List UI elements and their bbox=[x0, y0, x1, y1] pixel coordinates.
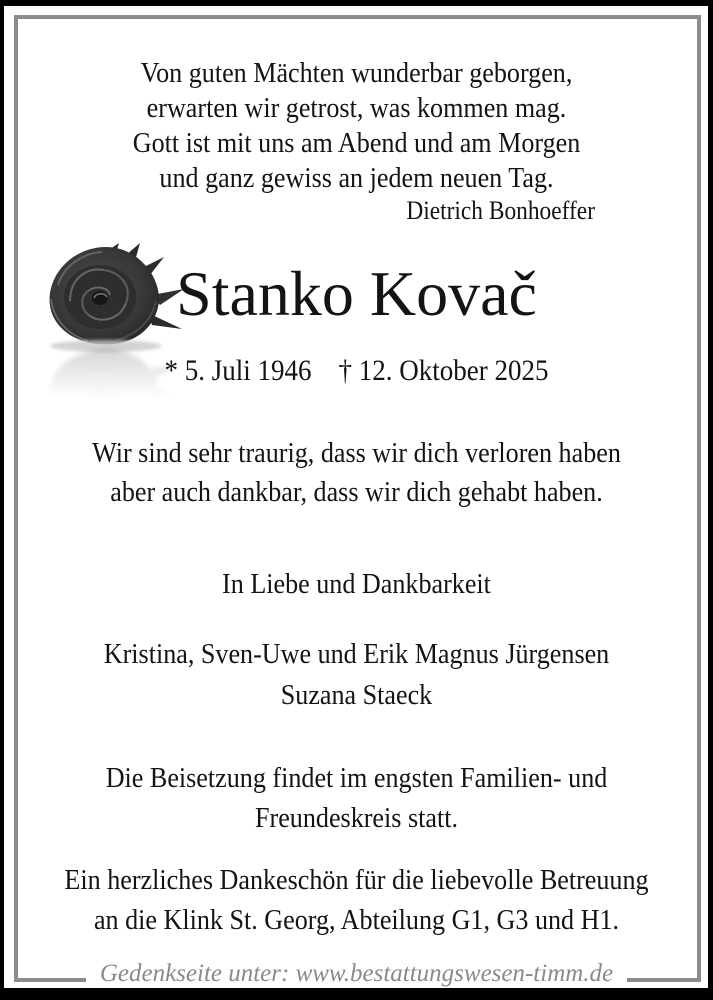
funeral-line: Die Beisetzung findet im engsten Familien- und bbox=[105, 762, 608, 794]
closing-phrase: In Liebe und Dankbarkeit bbox=[222, 568, 491, 600]
memorial-site-note: Gedenkseite unter: www.bestattungswesen-timm.de bbox=[86, 958, 627, 990]
condolence-text bbox=[36, 434, 678, 512]
poem-line: erwarten wir getrost, was kommen mag. bbox=[146, 92, 567, 124]
birth-date: * 5. Juli 1946 bbox=[164, 354, 312, 387]
funeral-line: Freundeskreis statt. bbox=[255, 802, 458, 834]
condolence-line: aber auch dankbar, dass wir dich gehabt haben. bbox=[110, 476, 603, 508]
thanks-line: an die Klink St. Georg, Abteilung G1, G3 und H1. bbox=[93, 904, 620, 936]
poem-line: und ganz gewiss an jedem neuen Tag. bbox=[159, 162, 554, 194]
thanks-line: Ein herzliches Dankeschön für die liebevolle Betreuung bbox=[64, 864, 649, 896]
poem-attribution: Dietrich Bonhoeffer bbox=[406, 196, 595, 225]
family-line: Kristina, Sven-Uwe und Erik Magnus Jürgensen bbox=[103, 638, 610, 670]
family-names bbox=[36, 634, 678, 716]
life-dates bbox=[36, 354, 678, 388]
poem-line: Gott ist mit uns am Abend und am Morgen bbox=[132, 127, 581, 159]
thanks-note bbox=[36, 860, 678, 940]
death-date: † 12. Oktober 2025 bbox=[338, 354, 549, 387]
condolence-line: Wir sind sehr traurig, dass wir dich verloren haben bbox=[92, 437, 621, 469]
footer bbox=[0, 958, 713, 990]
poem-line: Von guten Mächten wunderbar geborgen, bbox=[140, 57, 573, 89]
deceased-name: Stanko Kovač bbox=[176, 258, 537, 329]
poem-quote bbox=[36, 56, 678, 196]
funeral-notice bbox=[36, 758, 678, 838]
family-line: Suzana Staeck bbox=[280, 679, 433, 711]
